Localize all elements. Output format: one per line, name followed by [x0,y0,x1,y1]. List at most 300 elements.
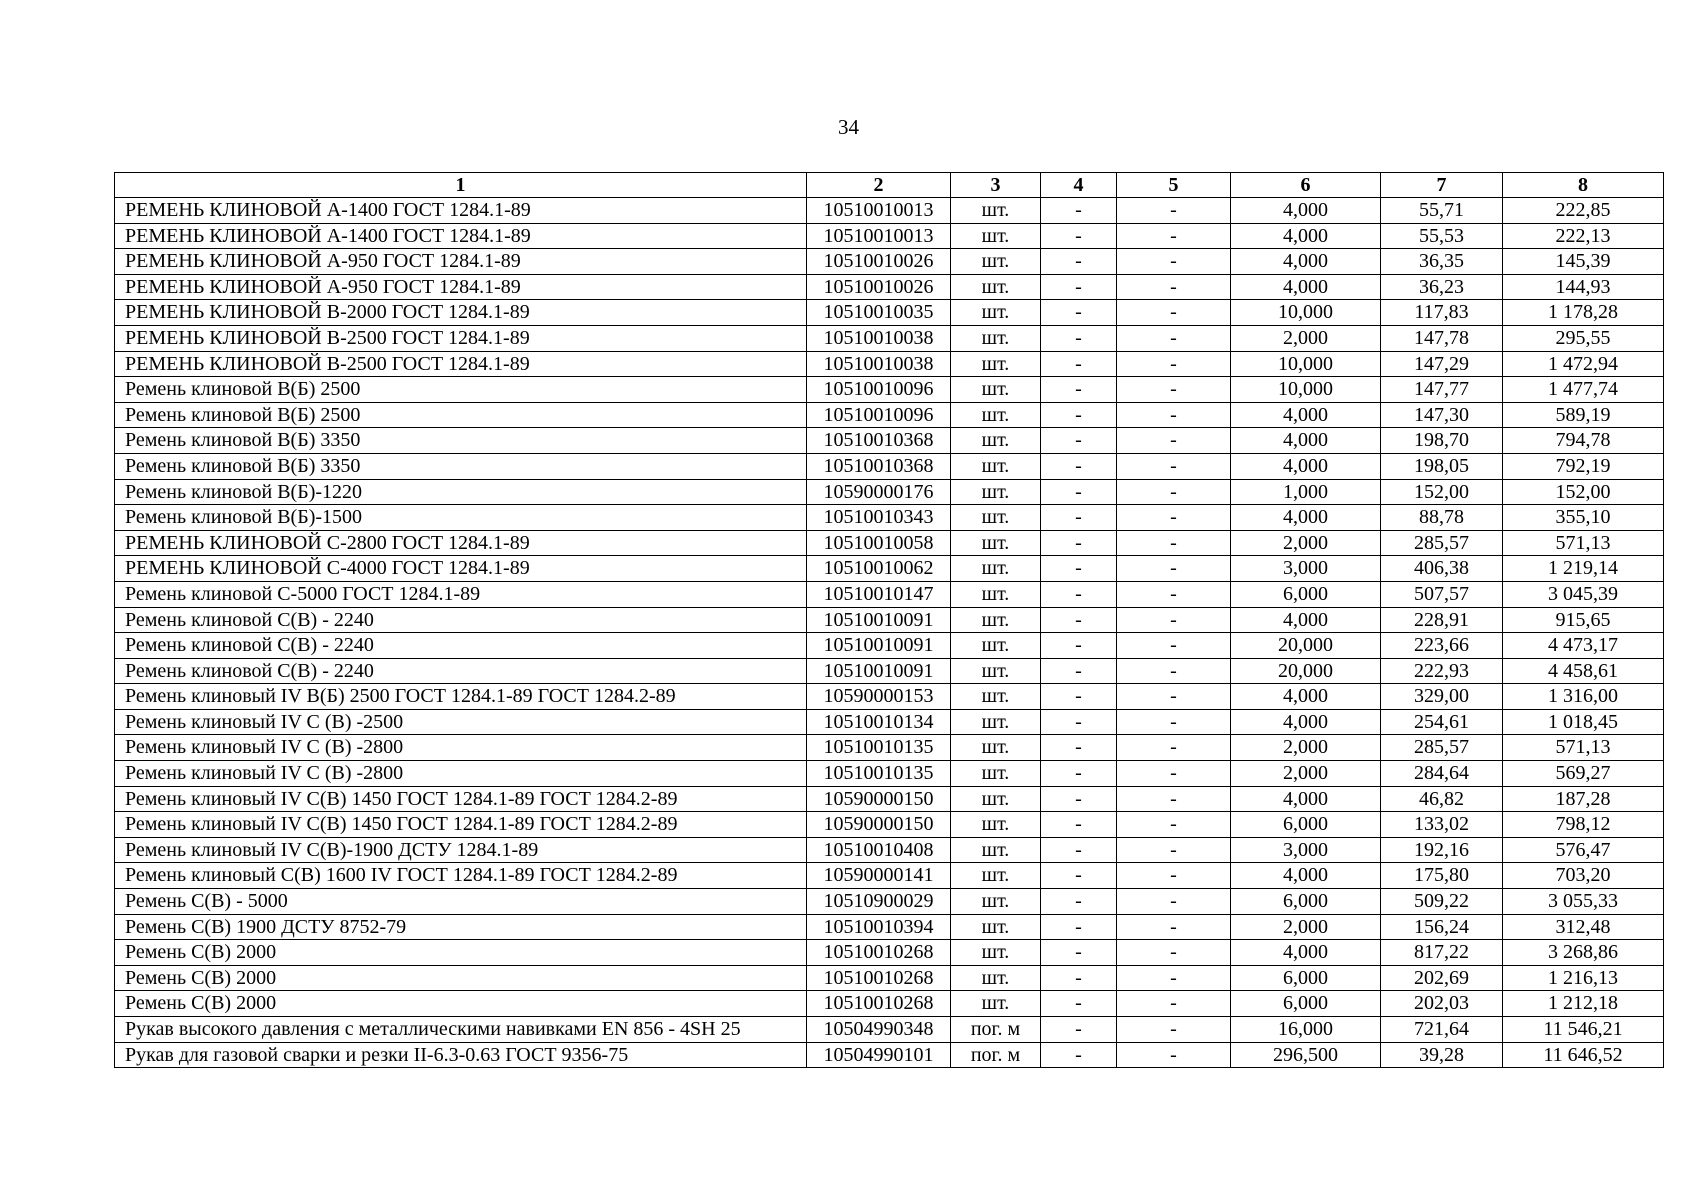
col4-cell: - [1041,940,1117,966]
quantity-cell: 3,000 [1231,837,1381,863]
item-code-cell: 10510010135 [807,761,951,787]
quantity-cell: 4,000 [1231,249,1381,275]
col5-cell: - [1117,812,1231,838]
item-code-cell: 10590000176 [807,479,951,505]
amount-cell: 3 045,39 [1503,581,1664,607]
table-row [115,863,1664,889]
quantity-cell: 16,000 [1231,1017,1381,1043]
amount-cell: 569,27 [1503,761,1664,787]
table-row [115,812,1664,838]
col5-cell: - [1117,325,1231,351]
unit-cell: шт. [951,274,1041,300]
quantity-cell: 10,000 [1231,377,1381,403]
price-cell: 55,53 [1381,223,1503,249]
table-row [115,1042,1664,1068]
amount-cell: 1 316,00 [1503,684,1664,710]
price-cell: 228,91 [1381,607,1503,633]
item-name-cell: РЕМЕНЬ КЛИНОВОЙ А-950 ГОСТ 1284.1-89 [115,249,807,275]
unit-cell: шт. [951,786,1041,812]
item-name-cell: РЕМЕНЬ КЛИНОВОЙ А-1400 ГОСТ 1284.1-89 [115,198,807,224]
unit-cell: шт. [951,709,1041,735]
quantity-cell: 4,000 [1231,684,1381,710]
col5-cell: - [1117,889,1231,915]
amount-cell: 11 646,52 [1503,1042,1664,1068]
item-name-cell: Ремень клиновой В(Б) 2500 [115,377,807,403]
col5-cell: - [1117,351,1231,377]
item-name-cell: Ремень С(В) - 5000 [115,889,807,915]
table-row [115,914,1664,940]
quantity-cell: 3,000 [1231,556,1381,582]
unit-cell: шт. [951,249,1041,275]
item-code-cell: 10510010062 [807,556,951,582]
quantity-cell: 4,000 [1231,402,1381,428]
col5-cell: - [1117,1017,1231,1043]
item-code-cell: 10510010343 [807,505,951,531]
price-cell: 284,64 [1381,761,1503,787]
unit-cell: шт. [951,812,1041,838]
item-code-cell: 10510010147 [807,581,951,607]
table-row [115,402,1664,428]
amount-cell: 571,13 [1503,530,1664,556]
item-code-cell: 10590000150 [807,786,951,812]
amount-cell: 915,65 [1503,607,1664,633]
table-row [115,530,1664,556]
table-row [115,965,1664,991]
unit-cell: шт. [951,223,1041,249]
amount-cell: 4 473,17 [1503,633,1664,659]
item-name-cell: РЕМЕНЬ КЛИНОВОЙ С-2800 ГОСТ 1284.1-89 [115,530,807,556]
unit-cell: шт. [951,684,1041,710]
col4-cell: - [1041,709,1117,735]
col5-cell: - [1117,940,1231,966]
amount-cell: 295,55 [1503,325,1664,351]
item-name-cell: Ремень клиновой В(Б) 3350 [115,453,807,479]
amount-cell: 144,93 [1503,274,1664,300]
col5-cell: - [1117,684,1231,710]
amount-cell: 1 212,18 [1503,991,1664,1017]
amount-cell: 1 018,45 [1503,709,1664,735]
quantity-cell: 4,000 [1231,607,1381,633]
amount-cell: 3 268,86 [1503,940,1664,966]
col4-cell: - [1041,889,1117,915]
table-row [115,274,1664,300]
amount-cell: 1 472,94 [1503,351,1664,377]
item-code-cell: 10510010038 [807,325,951,351]
amount-cell: 794,78 [1503,428,1664,454]
item-code-cell: 10510010038 [807,351,951,377]
quantity-cell: 4,000 [1231,940,1381,966]
item-name-cell: Ремень С(В) 2000 [115,991,807,1017]
item-name-cell: Ремень С(В) 2000 [115,940,807,966]
price-cell: 198,05 [1381,453,1503,479]
quantity-cell: 2,000 [1231,325,1381,351]
item-code-cell: 10510010026 [807,274,951,300]
col4-cell: - [1041,223,1117,249]
unit-cell: шт. [951,351,1041,377]
table-row [115,428,1664,454]
unit-cell: шт. [951,889,1041,915]
item-code-cell: 10510010408 [807,837,951,863]
unit-cell: шт. [951,505,1041,531]
item-code-cell: 10504990348 [807,1017,951,1043]
item-code-cell: 10510010013 [807,223,951,249]
item-code-cell: 10510900029 [807,889,951,915]
table-row [115,351,1664,377]
quantity-cell: 4,000 [1231,198,1381,224]
col5-cell: - [1117,914,1231,940]
table-row [115,325,1664,351]
price-cell: 55,71 [1381,198,1503,224]
item-code-cell: 10510010091 [807,658,951,684]
col4-cell: - [1041,965,1117,991]
col5-cell: - [1117,223,1231,249]
quantity-cell: 10,000 [1231,351,1381,377]
price-cell: 147,78 [1381,325,1503,351]
column-header: 4 [1041,173,1117,198]
col5-cell: - [1117,735,1231,761]
col4-cell: - [1041,300,1117,326]
unit-cell: шт. [951,453,1041,479]
table-row [115,581,1664,607]
unit-cell: шт. [951,402,1041,428]
column-header: 8 [1503,173,1664,198]
table-row [115,198,1664,224]
table-row [115,453,1664,479]
table-row [115,505,1664,531]
quantity-cell: 1,000 [1231,479,1381,505]
price-cell: 147,77 [1381,377,1503,403]
quantity-cell: 4,000 [1231,428,1381,454]
unit-cell: шт. [951,863,1041,889]
col4-cell: - [1041,684,1117,710]
table-row [115,761,1664,787]
table-row [115,837,1664,863]
col4-cell: - [1041,837,1117,863]
table-row [115,607,1664,633]
item-name-cell: Ремень клиновой В(Б) 3350 [115,428,807,454]
price-cell: 285,57 [1381,735,1503,761]
item-name-cell: Ремень клиновой В(Б)-1220 [115,479,807,505]
table-row [115,658,1664,684]
item-code-cell: 10510010268 [807,991,951,1017]
amount-cell: 145,39 [1503,249,1664,275]
price-cell: 406,38 [1381,556,1503,582]
item-code-cell: 10510010035 [807,300,951,326]
item-name-cell: Ремень клиновый IV С(В) 1450 ГОСТ 1284.1-89 ГОСТ 1284.2-89 [115,812,807,838]
quantity-cell: 4,000 [1231,863,1381,889]
quantity-cell: 20,000 [1231,633,1381,659]
unit-cell: шт. [951,837,1041,863]
column-header: 3 [951,173,1041,198]
col4-cell: - [1041,863,1117,889]
item-name-cell: РЕМЕНЬ КЛИНОВОЙ В-2000 ГОСТ 1284.1-89 [115,300,807,326]
item-name-cell: Ремень клиновый IV С(В) 1450 ГОСТ 1284.1-89 ГОСТ 1284.2-89 [115,786,807,812]
col4-cell: - [1041,479,1117,505]
quantity-cell: 6,000 [1231,965,1381,991]
col4-cell: - [1041,1042,1117,1068]
col4-cell: - [1041,914,1117,940]
table-row [115,377,1664,403]
col5-cell: - [1117,402,1231,428]
col4-cell: - [1041,607,1117,633]
amount-cell: 1 477,74 [1503,377,1664,403]
col5-cell: - [1117,556,1231,582]
col5-cell: - [1117,1042,1231,1068]
item-name-cell: РЕМЕНЬ КЛИНОВОЙ А-950 ГОСТ 1284.1-89 [115,274,807,300]
amount-cell: 312,48 [1503,914,1664,940]
amount-cell: 222,85 [1503,198,1664,224]
col5-cell: - [1117,198,1231,224]
item-code-cell: 10510010268 [807,940,951,966]
column-header: 7 [1381,173,1503,198]
price-cell: 509,22 [1381,889,1503,915]
col4-cell: - [1041,428,1117,454]
table-row [115,709,1664,735]
unit-cell: шт. [951,198,1041,224]
price-cell: 175,80 [1381,863,1503,889]
unit-cell: шт. [951,581,1041,607]
unit-cell: шт. [951,965,1041,991]
price-cell: 117,83 [1381,300,1503,326]
unit-cell: шт. [951,479,1041,505]
quantity-cell: 4,000 [1231,505,1381,531]
quantity-cell: 20,000 [1231,658,1381,684]
amount-cell: 571,13 [1503,735,1664,761]
unit-cell: шт. [951,300,1041,326]
table-row [115,1017,1664,1043]
price-cell: 192,16 [1381,837,1503,863]
item-code-cell: 10510010013 [807,198,951,224]
col4-cell: - [1041,812,1117,838]
table-row [115,556,1664,582]
price-cell: 285,57 [1381,530,1503,556]
col5-cell: - [1117,965,1231,991]
table-body [115,198,1664,1068]
table-row [115,633,1664,659]
amount-cell: 589,19 [1503,402,1664,428]
column-header: 2 [807,173,951,198]
col4-cell: - [1041,1017,1117,1043]
price-cell: 36,23 [1381,274,1503,300]
col5-cell: - [1117,863,1231,889]
col4-cell: - [1041,249,1117,275]
col5-cell: - [1117,530,1231,556]
price-cell: 152,00 [1381,479,1503,505]
item-name-cell: Рукав для газовой сварки и резки II-6.3-0.63 ГОСТ 9356-75 [115,1042,807,1068]
item-code-cell: 10510010368 [807,428,951,454]
col5-cell: - [1117,249,1231,275]
item-code-cell: 10510010368 [807,453,951,479]
unit-cell: шт. [951,940,1041,966]
item-name-cell: Ремень клиновый IV В(Б) 2500 ГОСТ 1284.1-89 ГОСТ 1284.2-89 [115,684,807,710]
item-code-cell: 10510010096 [807,377,951,403]
col4-cell: - [1041,505,1117,531]
col5-cell: - [1117,761,1231,787]
quantity-cell: 6,000 [1231,581,1381,607]
price-cell: 88,78 [1381,505,1503,531]
unit-cell: шт. [951,377,1041,403]
amount-cell: 1 216,13 [1503,965,1664,991]
quantity-cell: 2,000 [1231,530,1381,556]
col4-cell: - [1041,761,1117,787]
page-number: 34 [838,115,859,139]
item-code-cell: 10590000153 [807,684,951,710]
price-cell: 223,66 [1381,633,1503,659]
price-cell: 147,30 [1381,402,1503,428]
table-row [115,684,1664,710]
amount-cell: 1 178,28 [1503,300,1664,326]
price-cell: 202,69 [1381,965,1503,991]
col4-cell: - [1041,453,1117,479]
item-name-cell: Ремень клиновый IV С(В)-1900 ДСТУ 1284.1-89 [115,837,807,863]
col4-cell: - [1041,530,1117,556]
table-row [115,249,1664,275]
col5-cell: - [1117,786,1231,812]
item-name-cell: РЕМЕНЬ КЛИНОВОЙ А-1400 ГОСТ 1284.1-89 [115,223,807,249]
col5-cell: - [1117,658,1231,684]
col4-cell: - [1041,274,1117,300]
price-cell: 254,61 [1381,709,1503,735]
col5-cell: - [1117,991,1231,1017]
table-row [115,786,1664,812]
price-cell: 156,24 [1381,914,1503,940]
unit-cell: шт. [951,607,1041,633]
col5-cell: - [1117,479,1231,505]
quantity-cell: 2,000 [1231,735,1381,761]
quantity-cell: 2,000 [1231,914,1381,940]
amount-cell: 792,19 [1503,453,1664,479]
unit-cell: шт. [951,735,1041,761]
item-code-cell: 10590000150 [807,812,951,838]
price-cell: 507,57 [1381,581,1503,607]
price-cell: 721,64 [1381,1017,1503,1043]
price-cell: 817,22 [1381,940,1503,966]
item-code-cell: 10590000141 [807,863,951,889]
table-row [115,300,1664,326]
item-code-cell: 10510010058 [807,530,951,556]
col5-cell: - [1117,505,1231,531]
col4-cell: - [1041,991,1117,1017]
unit-cell: шт. [951,325,1041,351]
col4-cell: - [1041,581,1117,607]
item-name-cell: Ремень клиновой С(В) - 2240 [115,607,807,633]
item-name-cell: РЕМЕНЬ КЛИНОВОЙ С-4000 ГОСТ 1284.1-89 [115,556,807,582]
col5-cell: - [1117,581,1231,607]
unit-cell: шт. [951,991,1041,1017]
quantity-cell: 4,000 [1231,223,1381,249]
item-code-cell: 10510010268 [807,965,951,991]
quantity-cell: 4,000 [1231,453,1381,479]
column-header: 5 [1117,173,1231,198]
amount-cell: 798,12 [1503,812,1664,838]
col5-cell: - [1117,377,1231,403]
price-cell: 147,29 [1381,351,1503,377]
price-cell: 222,93 [1381,658,1503,684]
col5-cell: - [1117,709,1231,735]
price-cell: 36,35 [1381,249,1503,275]
table-row [115,735,1664,761]
price-cell: 202,03 [1381,991,1503,1017]
col4-cell: - [1041,402,1117,428]
price-cell: 46,82 [1381,786,1503,812]
col5-cell: - [1117,428,1231,454]
unit-cell: шт. [951,633,1041,659]
table-row [115,889,1664,915]
amount-cell: 576,47 [1503,837,1664,863]
col5-cell: - [1117,633,1231,659]
col4-cell: - [1041,633,1117,659]
item-name-cell: Ремень клиновой В(Б)-1500 [115,505,807,531]
quantity-cell: 6,000 [1231,812,1381,838]
col5-cell: - [1117,837,1231,863]
item-name-cell: Ремень клиновый IV С (В) -2800 [115,761,807,787]
item-name-cell: Ремень С(В) 1900 ДСТУ 8752-79 [115,914,807,940]
amount-cell: 703,20 [1503,863,1664,889]
price-cell: 329,00 [1381,684,1503,710]
unit-cell: шт. [951,428,1041,454]
item-code-cell: 10510010091 [807,607,951,633]
col4-cell: - [1041,325,1117,351]
unit-cell: шт. [951,761,1041,787]
unit-cell: шт. [951,658,1041,684]
col4-cell: - [1041,786,1117,812]
item-name-cell: Ремень клиновый IV С (В) -2500 [115,709,807,735]
col4-cell: - [1041,556,1117,582]
item-name-cell: РЕМЕНЬ КЛИНОВОЙ В-2500 ГОСТ 1284.1-89 [115,351,807,377]
unit-cell: пог. м [951,1017,1041,1043]
item-name-cell: Ремень клиновой С(В) - 2240 [115,633,807,659]
amount-cell: 1 219,14 [1503,556,1664,582]
item-name-cell: Ремень клиновый IV С (В) -2800 [115,735,807,761]
item-name-cell: Ремень С(В) 2000 [115,965,807,991]
price-table [114,172,1664,1068]
amount-cell: 11 546,21 [1503,1017,1664,1043]
item-name-cell: Ремень клиновой В(Б) 2500 [115,402,807,428]
unit-cell: шт. [951,530,1041,556]
column-header: 6 [1231,173,1381,198]
item-name-cell: Рукав высокого давления с металлическими навивками EN 856 - 4SH 25 [115,1017,807,1043]
col4-cell: - [1041,735,1117,761]
column-header: 1 [115,173,807,198]
header-row [115,173,1664,198]
amount-cell: 187,28 [1503,786,1664,812]
item-code-cell: 10510010026 [807,249,951,275]
item-name-cell: РЕМЕНЬ КЛИНОВОЙ В-2500 ГОСТ 1284.1-89 [115,325,807,351]
item-name-cell: Ремень клиновой С(В) - 2240 [115,658,807,684]
item-code-cell: 10510010134 [807,709,951,735]
col5-cell: - [1117,607,1231,633]
table-row [115,223,1664,249]
amount-cell: 4 458,61 [1503,658,1664,684]
amount-cell: 355,10 [1503,505,1664,531]
col4-cell: - [1041,658,1117,684]
unit-cell: шт. [951,914,1041,940]
col5-cell: - [1117,300,1231,326]
col4-cell: - [1041,377,1117,403]
item-name-cell: Ремень клиновый С(В) 1600 IV ГОСТ 1284.1-89 ГОСТ 1284.2-89 [115,863,807,889]
quantity-cell: 4,000 [1231,786,1381,812]
col4-cell: - [1041,351,1117,377]
quantity-cell: 4,000 [1231,274,1381,300]
quantity-cell: 4,000 [1231,709,1381,735]
table-row [115,991,1664,1017]
price-cell: 198,70 [1381,428,1503,454]
unit-cell: пог. м [951,1042,1041,1068]
item-code-cell: 10510010394 [807,914,951,940]
item-code-cell: 10510010091 [807,633,951,659]
item-name-cell: Ремень клиновой С-5000 ГОСТ 1284.1-89 [115,581,807,607]
unit-cell: шт. [951,556,1041,582]
